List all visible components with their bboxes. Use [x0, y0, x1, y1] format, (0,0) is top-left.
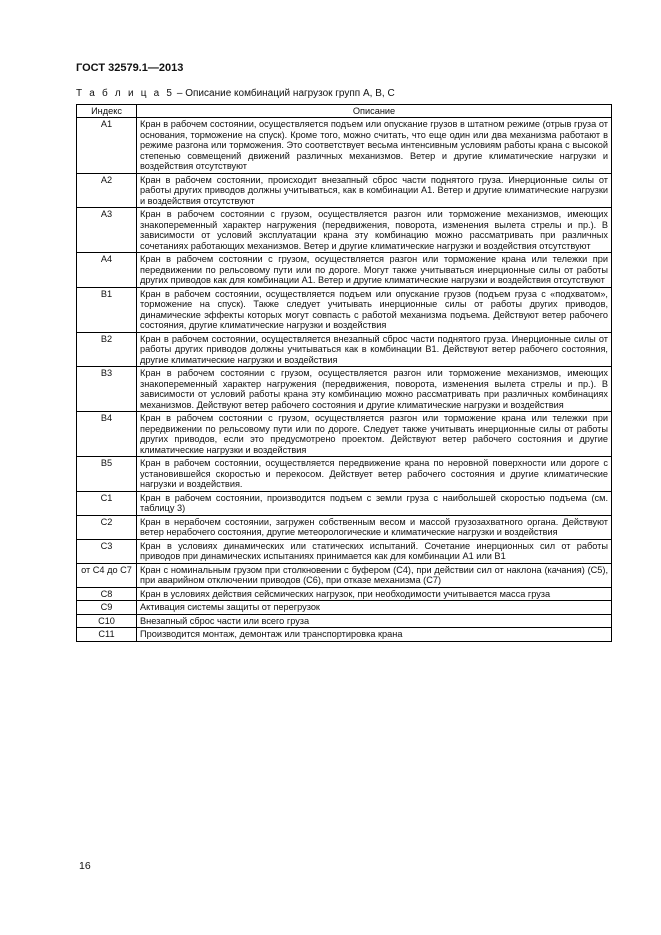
row-index: В5 — [77, 457, 137, 492]
row-description: Кран в рабочем состоянии, осуществляется подъем или опускание грузов в штатном режиме (отрыв груза от основания, торможение на спуск). Кроме того, можно считать, что еще один или два механизма работают в режиме разгона или торможения. Это соответствует весьма интенсивным условиям работы крана с высокой степенью совмещений движений различных механизмов. Ветер и другие климатические нагрузки и воздействия отсутствуют — [137, 118, 612, 174]
row-index: В1 — [77, 287, 137, 332]
row-description: Кран в рабочем состоянии, происходит внезапный сброс части поднятого груза. Инерционные силы от работы других приводов должны учитываться, как в комбинации А1. Ветер и другие климатические нагрузки и воздействия отсутствуют — [137, 173, 612, 208]
row-description: Кран в нерабочем состоянии, загружен собственным весом и массой грузозахватного органа. Действуют ветер нерабочего состояния, другие метеорологические и климатические нагрузки и воздействия — [137, 515, 612, 539]
row-index: С10 — [77, 614, 137, 628]
row-description: Кран в рабочем состоянии, осуществляется внезапный сброс части поднятого груза. Инерционные силы от работы других приводов должны учитываться как в комбинации В1. Действуют ветер рабочего состояния, другие климатические нагрузки и воздействия — [137, 332, 612, 367]
row-index: В3 — [77, 367, 137, 412]
row-index: А3 — [77, 208, 137, 253]
row-description: Кран в рабочем состоянии с грузом, осуществляется разгон или торможение крана или тележки при передвижении по рельсовому пути или по дороге. Могут также учитываться инерционные силы от работы других приводов как для комбинации А1. Ветер и другие климатические нагрузки и воздействия отсутствуют — [137, 253, 612, 288]
table-caption-text: – Описание комбинаций нагрузок групп А, В, С — [174, 88, 395, 99]
table-row — [77, 367, 612, 412]
page-number: 16 — [79, 860, 91, 872]
row-description: Внезапный сброс части или всего груза — [137, 614, 612, 628]
row-description: Кран в рабочем состоянии, осуществляется подъем или опускание грузов (подъем груза с «подхватом», торможение на спуск). Также следует учитывать инерционные силы от работы других приводов, динамические эффекты которых могут совпасть с работой механизма подъема. Действуют ветер рабочего состояния, другие климатические нагрузки и воздействия — [137, 287, 612, 332]
row-description: Кран в условиях динамических или статических испытаний. Сочетание инерционных сил от работы приводов при динамических испытаниях принимается как для комбинации А1 или В1 — [137, 539, 612, 563]
table-row — [77, 208, 612, 253]
row-description: Кран в рабочем состоянии с грузом, осуществляется разгон или торможение механизмов, имеющих знакопеременный характер нагружения (передвижения, поворота, изменения вылета стрелы и пр.). В зависимости от условий работы крана эту комбинацию можно рассматривать при различных комбинациях механизмов. Действуют ветер рабочего состояния и другие климатические нагрузки и воздействия — [137, 367, 612, 412]
table-row — [77, 628, 612, 642]
row-description: Кран в рабочем состоянии, осуществляется передвижение крана по неровной поверхности или дороге с установившейся скоростью и перекосом. Действует ветер рабочего состояния и другие климатические нагрузки и воздействия. — [137, 457, 612, 492]
row-index: С8 — [77, 587, 137, 601]
table-header-row — [77, 105, 612, 118]
row-index: С2 — [77, 515, 137, 539]
row-description: Кран в рабочем состоянии с грузом, осуществляется разгон или торможение крана или тележки при передвижении по рельсовому пути или по дороге. Следует также учитывать инерционные силы от работы других приводов, если это предусмотрено проектом. Действуют ветер рабочего состояния и другие климатические нагрузки и воздействия — [137, 412, 612, 457]
column-header-index: Индекс — [77, 105, 137, 118]
row-index: А1 — [77, 118, 137, 174]
row-index: В4 — [77, 412, 137, 457]
table-caption-prefix: Т а б л и ц а 5 — [76, 88, 175, 99]
row-description: Производится монтаж, демонтаж или транспортировка крана — [137, 628, 612, 642]
row-index: А2 — [77, 173, 137, 208]
table-row — [77, 287, 612, 332]
row-index: С3 — [77, 539, 137, 563]
table-row — [77, 587, 612, 601]
table-row — [77, 515, 612, 539]
row-index: С1 — [77, 491, 137, 515]
row-index: С9 — [77, 601, 137, 615]
table-row — [77, 412, 612, 457]
row-index: В2 — [77, 332, 137, 367]
table-row — [77, 332, 612, 367]
load-combinations-table — [76, 104, 612, 642]
column-header-description: Описание — [137, 105, 612, 118]
table-row — [77, 457, 612, 492]
table-row — [77, 601, 612, 615]
row-description: Кран с номинальным грузом при столкновении с буфером (С4), при действии сил от наклона (качания) (С5), при аварийном отключении приводов (С6), при отказе механизма (С7) — [137, 563, 612, 587]
row-description: Активация системы защиты от перегрузок — [137, 601, 612, 615]
row-index: С11 — [77, 628, 137, 642]
table-row — [77, 563, 612, 587]
table-row — [77, 539, 612, 563]
row-index: А4 — [77, 253, 137, 288]
row-index: от С4 до С7 — [77, 563, 137, 587]
table-row — [77, 253, 612, 288]
document-code: ГОСТ 32579.1—2013 — [76, 62, 184, 74]
table-row — [77, 491, 612, 515]
table-row — [77, 614, 612, 628]
row-description: Кран в условиях действия сейсмических нагрузок, при необходимости учитывается масса груза — [137, 587, 612, 601]
table-caption — [76, 88, 395, 99]
row-description: Кран в рабочем состоянии с грузом, осуществляется разгон или торможение механизмов, имеющих знакопеременный характер нагружения (передвижения, поворота, изменения вылета стрелы и пр.). В зависимости от условий эксплуатации крана эту комбинацию можно рассматривать при различных сочетаниях работающих механизмов. Ветер и другие климатические нагрузки и воздействия отсутствуют — [137, 208, 612, 253]
row-description: Кран в рабочем состоянии, производится подъем с земли груза с наибольшей скоростью подъема (см. таблицу 3) — [137, 491, 612, 515]
table-row — [77, 173, 612, 208]
table-row — [77, 118, 612, 174]
